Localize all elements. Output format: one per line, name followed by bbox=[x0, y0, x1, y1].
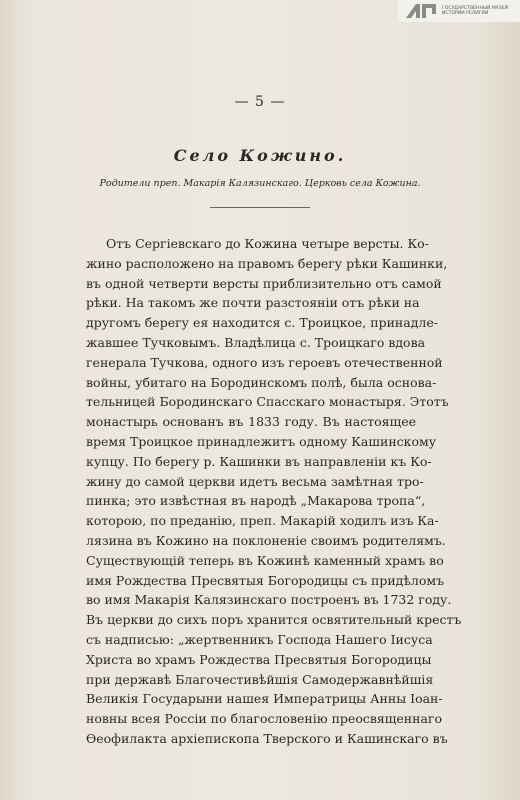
text-line: Великія Государыни нашея Императрицы Анны Іоан- bbox=[86, 691, 443, 707]
text-line: жину до самой церкви идетъ весьма замѣтная тро- bbox=[86, 473, 424, 489]
text-line: купцу. По берегу р. Кашинки въ направленіи къ Ко- bbox=[86, 453, 432, 469]
text-line: другомъ берегу ея находится с. Троицкое, принадле- bbox=[86, 315, 438, 331]
museum-name: ГОСУДАРСТВЕННЫЙ МУЗЕЙ ИСТОРИИ РЕЛИГИИ bbox=[442, 5, 508, 16]
text-line: лязина въ Кожино на поклоненіе своимъ родителямъ. bbox=[86, 532, 446, 548]
text-line: жино расположено на правомъ берегу рѣки Кашинки, bbox=[86, 255, 448, 271]
text-line: пинка; это извѣстная въ народѣ „Макарова тропа“, bbox=[86, 493, 426, 509]
text-line: Отъ Сергіевскаго до Кожина четыре версты. Ко- bbox=[106, 236, 429, 251]
text-line: новны всея Россіи по благословенію преосвященнаго bbox=[86, 711, 442, 727]
text-line: съ надписью: „жертвенникъ Господа Нашего Іисуса bbox=[86, 631, 433, 647]
text-line: Существующій теперь въ Кожинѣ каменный храмъ во bbox=[86, 552, 444, 568]
text-line: въ одной четверти версты приблизительно отъ самой bbox=[86, 275, 442, 291]
text-line: жавшее Тучковымъ. Владѣлица с. Троицкаго вдова bbox=[86, 334, 426, 350]
text-line: тельницей Бородинскаго Спасскаго монастыря. Этотъ bbox=[86, 394, 449, 410]
text-line: Ѳеофилакта архіепископа Тверского и Кашинскаго въ bbox=[86, 730, 448, 746]
text-line: генерала Тучкова, одного изъ героевъ отечественной bbox=[86, 354, 443, 370]
body-text bbox=[86, 234, 462, 749]
text-line: время Троицкое принадлежитъ одному Кашинскому bbox=[86, 433, 437, 449]
museum-watermark bbox=[398, 0, 520, 22]
page-subtitle: Родители преп. Макарія Калязинскаго. Церковь села Кожина. bbox=[99, 178, 421, 189]
text-line: Въ церкви до сихъ поръ хранится освятительный крестъ bbox=[86, 612, 462, 628]
text-line: при державѣ Благочестивѣйшія Самодержавнѣйшія bbox=[86, 671, 434, 687]
page-title: Село Кожино. bbox=[173, 146, 347, 165]
text-line: имя Рождества Пресвятыя Богородицы съ придѣломъ bbox=[86, 572, 445, 588]
text-line: монастырь основанъ въ 1833 году. Въ настоящее bbox=[86, 414, 416, 430]
page-number: — 5 — bbox=[234, 94, 286, 110]
text-line: во имя Макарія Калязинскаго построенъ въ 1732 году. bbox=[86, 592, 452, 608]
text-line: Христа во храмъ Рождества Пресвятыя Богородицы bbox=[86, 651, 432, 667]
text-line: которою, по преданію, преп. Макарій ходилъ изъ Ка- bbox=[86, 513, 439, 529]
text-line: войны, убитаго на Бородинскомъ полѣ, была основа- bbox=[86, 374, 437, 390]
museum-logo-icon bbox=[404, 2, 438, 20]
title-divider bbox=[210, 207, 310, 208]
text-line: рѣки. На такомъ же почти разстояніи отъ рѣки на bbox=[86, 295, 420, 311]
